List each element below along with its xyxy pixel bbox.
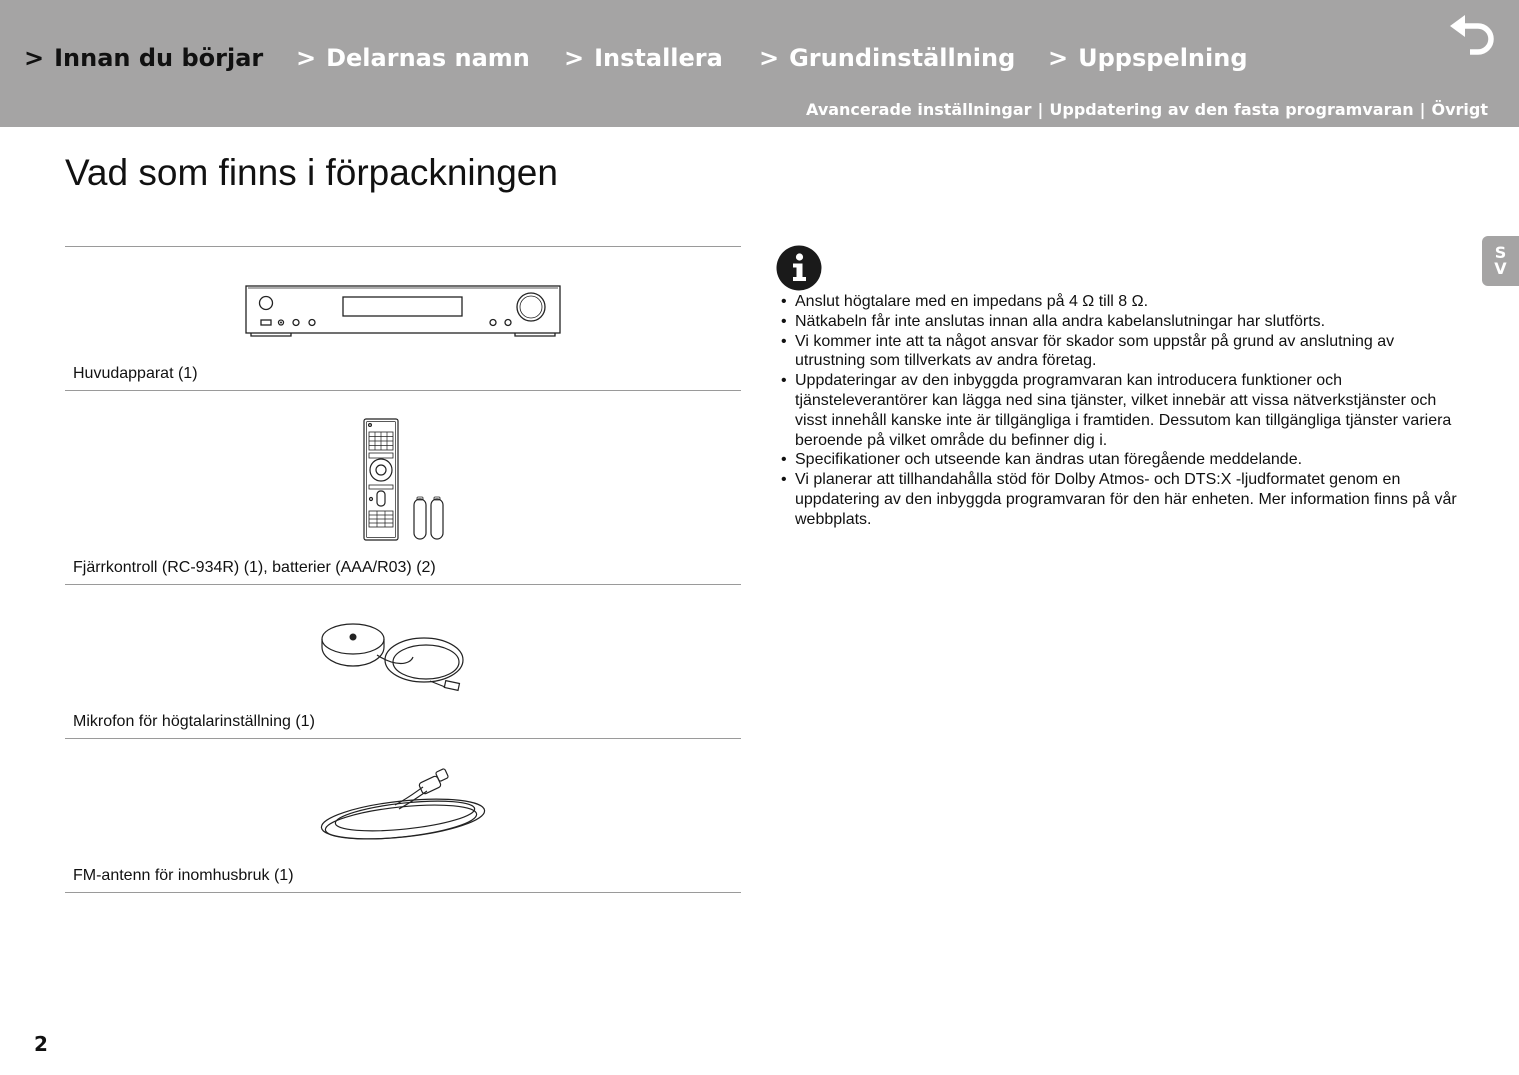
nav-label: Delarnas namn bbox=[326, 44, 530, 72]
info-icon bbox=[776, 245, 822, 291]
nav-uppspelning[interactable] bbox=[1048, 44, 1248, 72]
remote-and-batteries-illustration bbox=[65, 391, 741, 551]
nav-arrow: > bbox=[564, 44, 585, 72]
note-item: • Anslut högtalare med en impedans på 4 Ω till 8 Ω. bbox=[781, 292, 1461, 312]
language-tab-sv[interactable] bbox=[1482, 236, 1519, 286]
note-item: • Nätkabeln får inte anslutas innan alla andra kabelanslutningar har slutförts. bbox=[781, 312, 1461, 332]
subnav-separator: | bbox=[1419, 100, 1426, 119]
nav-grundinstallning[interactable] bbox=[759, 44, 1015, 72]
list-item bbox=[65, 390, 741, 584]
subnav-avancerade-installningar[interactable]: Avancerade inställningar bbox=[806, 100, 1032, 119]
return-arrow-icon[interactable] bbox=[1446, 12, 1502, 58]
note-item: • Vi kommer inte att ta något ansvar för skador som uppstår på grund av anslutning av utrustning som tillverkats av andra företag. bbox=[781, 332, 1461, 372]
note-item: • Specifikationer och utseende kan ändras utan föregående meddelande. bbox=[781, 450, 1461, 470]
nav-arrow: > bbox=[759, 44, 780, 72]
note-item: • Uppdateringar av den inbyggda programvaran kan introducera funktioner och tjänsteleverantörer kan lägga ned sina tjänster, vilket innebär att vissa nätverkstjänster och visst innehåll kanske inte är tillgängliga i framtiden. Dessutom kan tillgängliga tjänster variera beroende på vilket område du befinner dig i. bbox=[781, 371, 1461, 450]
fm-antenna-illustration bbox=[65, 739, 741, 859]
sub-nav bbox=[806, 100, 1488, 119]
nav-arrow: > bbox=[1048, 44, 1069, 72]
subnav-uppdatering-firmware[interactable]: Uppdatering av den fasta programvaran bbox=[1049, 100, 1414, 119]
nav-label: Innan du börjar bbox=[54, 44, 264, 72]
subnav-separator: | bbox=[1037, 100, 1044, 119]
page-number: 2 bbox=[34, 1032, 48, 1056]
nav-label: Uppspelning bbox=[1078, 44, 1248, 72]
item-label: FM-antenn för inomhusbruk (1) bbox=[73, 867, 294, 884]
list-item bbox=[65, 246, 741, 390]
nav-delarnas-namn[interactable] bbox=[296, 44, 530, 72]
lang-letter: S bbox=[1494, 243, 1507, 262]
lang-letter: V bbox=[1494, 259, 1507, 278]
microphone-illustration bbox=[65, 585, 741, 705]
nav-arrow: > bbox=[296, 44, 317, 72]
notes-list bbox=[781, 292, 1461, 530]
note-item: • Vi planerar att tillhandahålla stöd för Dolby Atmos- och DTS:X -ljudformatet genom en uppdatering av den inbyggda programvaran för den här enheten. Mer information finns på vår webbplats. bbox=[781, 470, 1461, 529]
list-item bbox=[65, 738, 741, 893]
nav-installera[interactable] bbox=[564, 44, 723, 72]
page-title: Vad som finns i förpackningen bbox=[65, 152, 558, 193]
item-label: Fjärrkontroll (RC-934R) (1), batterier (AAA/R03) (2) bbox=[73, 559, 436, 576]
item-label: Mikrofon för högtalarinställning (1) bbox=[73, 713, 315, 730]
main-unit-illustration bbox=[65, 247, 741, 357]
nav-label: Grundinställning bbox=[789, 44, 1016, 72]
nav-arrow: > bbox=[24, 44, 45, 72]
subnav-ovrigt[interactable]: Övrigt bbox=[1431, 100, 1488, 119]
list-item bbox=[65, 584, 741, 738]
header-bar bbox=[0, 0, 1519, 127]
nav-label: Installera bbox=[594, 44, 723, 72]
nav-innan-du-borjar[interactable] bbox=[24, 44, 263, 72]
item-label: Huvudapparat (1) bbox=[73, 365, 198, 382]
